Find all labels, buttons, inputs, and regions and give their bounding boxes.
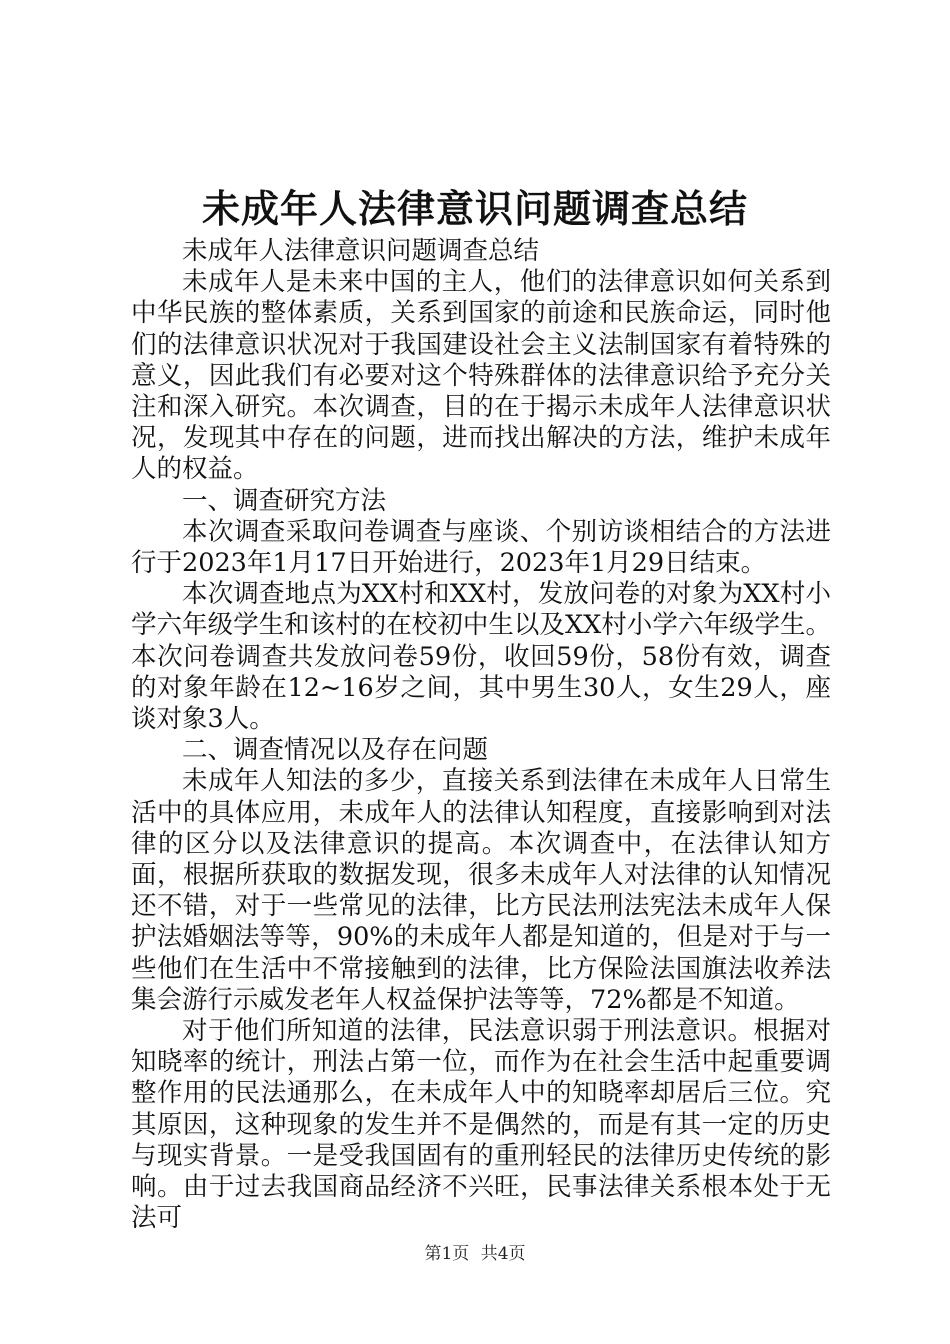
page-footer [0, 1242, 950, 1266]
page-number: 第1页 [424, 1244, 470, 1264]
paragraph-subtitle: 未成年人法律意识问题调查总结 [182, 236, 540, 266]
section-heading-findings: 二、调查情况以及存在问题 [182, 735, 489, 766]
paragraph-methods: 本次调查采取问卷调查与座谈、个别访谈相结合的方法进行于2023年1月17日开始进行，2023年1月29日结束。 [131, 516, 831, 579]
section-heading-methods: 一、调查研究方法 [182, 485, 387, 516]
document-body [131, 236, 831, 1235]
paragraph-survey-details: 本次调查地点为XX村和XX村，发放问卷的对象为XX村小学六年级学生和该村的在校初中生以及XX村小学六年级学生。本次问卷调查共发放问卷59份，收回59份，58份有效，调查的对象年龄在12~16岁之间，其中男生30人，女生29人，座谈对象3人。 [131, 579, 831, 735]
paragraph-civil-vs-criminal: 对于他们所知道的法律，民法意识弱于刑法意识。根据对知晓率的统计，刑法占第一位，而作为在社会生活中起重要调整作用的民法通那么，在未成年人中的知晓率却居后三位。究其原因，这种现象的发生并不是偶然的，而是有其一定的历史与现实背景。一是受我国固有的重刑轻民的法律历史传统的影响。由于过去我国商品经济不兴旺，民事法律关系根本处于无法可 [131, 1016, 831, 1234]
page-total: 共4页 [480, 1244, 526, 1264]
document-title: 未成年人法律意识问题调查总结 [201, 186, 748, 231]
paragraph-intro: 未成年人是未来中国的主人，他们的法律意识如何关系到中华民族的整体素质，关系到国家的前途和民族命运，同时他们的法律意识状况对于我国建设社会主义法制国家有着特殊的意义，因此我们有必要对这个特殊群体的法律意识给予充分关注和深入研究。本次调查，目的在于揭示未成年人法律意识状况，发现其中存在的问题，进而找出解决的方法，维护未成年人的权益。 [131, 267, 831, 485]
paragraph-findings: 未成年人知法的多少，直接关系到法律在未成年人日常生活中的具体应用，未成年人的法律认知程度，直接影响到对法律的区分以及法律意识的提高。本次调查中，在法律认知方面，根据所获取的数据发现，很多未成年人对法律的认知情况还不错，对于一些常见的法律，比方民法刑法宪法未成年人保护法婚姻法等等，90%的未成年人都是知道的，但是对于与一些他们在生活中不常接触到的法律，比方保险法国旗法收养法集会游行示威发老年人权益保护法等等，72%都是不知道。 [131, 766, 831, 1015]
